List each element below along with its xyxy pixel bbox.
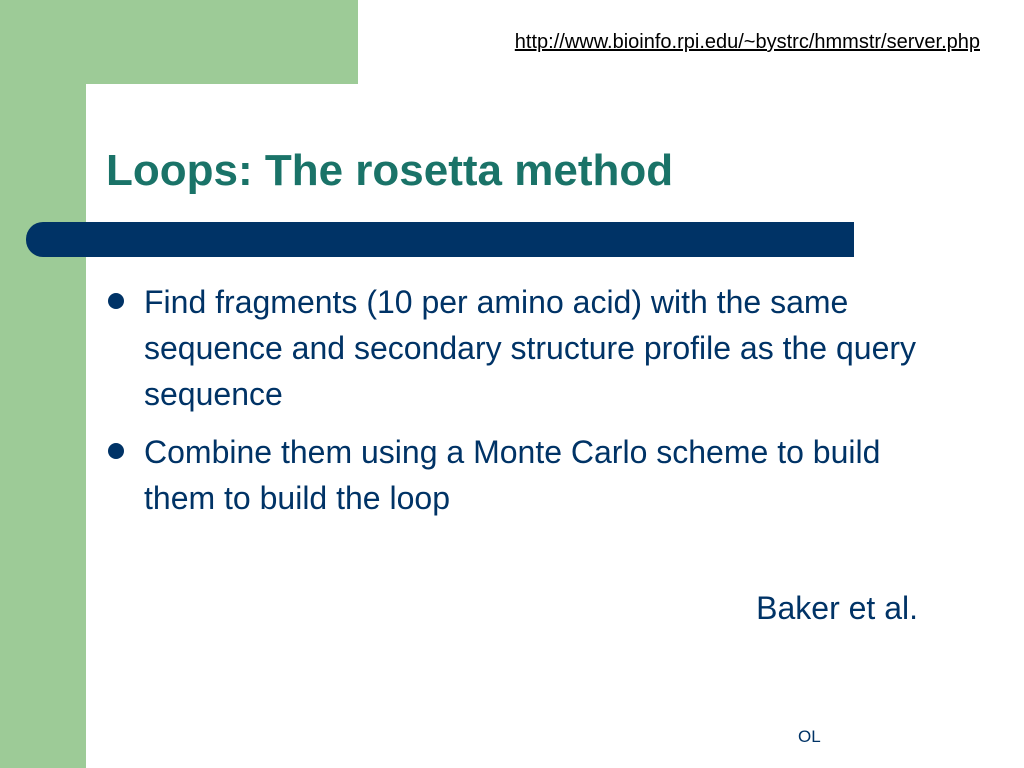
bullet-dot-icon — [108, 293, 124, 309]
bullet-text: Combine them using a Monte Carlo scheme to build them to build the loop — [144, 434, 881, 516]
left-green-band — [0, 0, 86, 768]
bullet-text: Find fragments (10 per amino acid) with the same sequence and secondary structure profile as the query sequence — [144, 284, 917, 412]
title-underline-bar — [26, 222, 854, 257]
bullet-dot-icon — [108, 443, 124, 459]
bullet-item — [106, 279, 936, 417]
server-url-link[interactable]: http://www.bioinfo.rpi.edu/~bystrc/hmmstr/server.php — [514, 31, 980, 53]
bullet-list — [106, 279, 936, 533]
citation: Baker et al. — [756, 590, 918, 626]
footer-initials: OL — [798, 727, 821, 746]
top-green-band — [0, 0, 358, 84]
slide-title: Loops: The rosetta method — [106, 146, 674, 195]
bullet-item — [106, 429, 936, 521]
